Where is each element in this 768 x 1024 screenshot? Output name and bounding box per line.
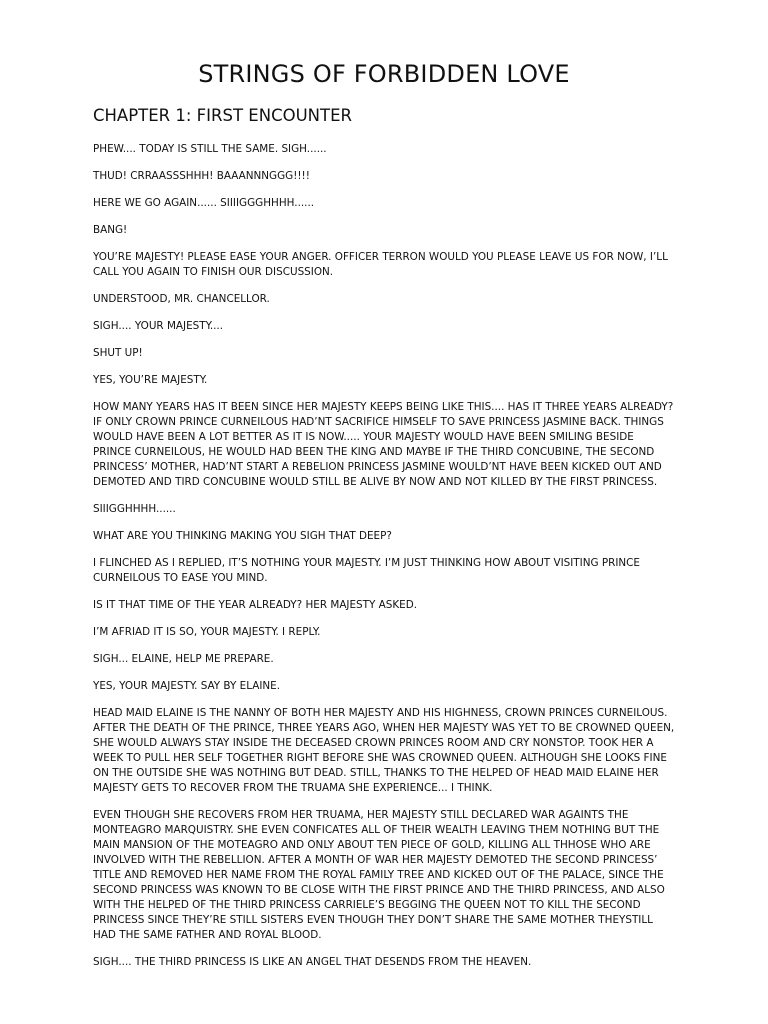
paragraph: I FLINCHED AS I REPLIED, IT’S NOTHING YOUR MAJESTY. I’M JUST THINKING HOW ABOUT VISITING PRINCE CURNEILOUS TO EASE YOU MIND. xyxy=(93,557,640,584)
paragraph: SIGH... ELAINE, HELP ME PREPARE. xyxy=(93,653,274,665)
paragraph: UNDERSTOOD, MR. CHANCELLOR. xyxy=(93,293,270,305)
paragraph: YES, YOU’RE MAJESTY. xyxy=(93,374,208,386)
paragraph: WHAT ARE YOU THINKING MAKING YOU SIGH THAT DEEP? xyxy=(93,530,392,542)
paragraph: PHEW.... TODAY IS STILL THE SAME. SIGH...... xyxy=(93,143,327,155)
paragraph: SIIIGGHHHH...... xyxy=(93,503,176,515)
paragraph: IS IT THAT TIME OF THE YEAR ALREADY? HER MAJESTY ASKED. xyxy=(93,599,418,611)
paragraph: EVEN THOUGH SHE RECOVERS FROM HER TRUAMA, HER MAJESTY STILL DECLARED WAR AGAINTS THE MONTEAGRO MARQUISTRY. SHE EVEN CONFICATES ALL OF THEIR WEALTH LEAVING THEM NOTHING BUT THE MAIN MANSION OF THE MOTEAGRO AND ONLY ABOUT TEN PIECE OF GOLD, KILLING ALL THHOSE WHO ARE INVOLVED WITH THE REBELLION. AFTER A MONTH OF WAR HER MAJESTY DEMOTED THE SECOND PRINCESS’ TITLE AND REMOVED HER NAME FROM THE ROYAL FAMILY TREE AND KICKED OUT OF THE PALACE, SINCE THE SECOND PRINCESS WAS KNOWN TO BE CLOSE WITH THE FIRST PRINCE AND THE THIRD PRINCESS, AND ALSO WITH THE HELPED OF THE THIRD PRINCESS CARRIELE’S BEGGING THE QUEEN NOT TO KILL THE SECOND PRINCESS SINCE THEY’RE STILL SISTERS EVEN THOUGH THEY DON’T SHARE THE SAME MOTHER THEYSTILL HAD THE SAME FATHER AND ROYAL BLOOD. xyxy=(93,809,665,941)
paragraph: THUD! CRRAASSSHHH! BAAANNNGGG!!!! xyxy=(93,170,310,182)
paragraph: HERE WE GO AGAIN...... SIIIIGGGHHHH...... xyxy=(93,197,315,209)
paragraph: SHUT UP! xyxy=(93,347,143,359)
paragraph: SIGH.... THE THIRD PRINCESS IS LIKE AN ANGEL THAT DESENDS FROM THE HEAVEN. xyxy=(93,956,532,968)
document-title: STRINGS OF FORBIDDEN LOVE xyxy=(198,60,570,88)
paragraph: HOW MANY YEARS HAS IT BEEN SINCE HER MAJESTY KEEPS BEING LIKE THIS.... HAS IT THREE YEARS ALREADY? IF ONLY CROWN PRINCE CURNEILOUS HAD’NT SACRIFICE HIMSELF TO SAVE PRINCESS JASMINE BACK. THINGS WOULD HAVE BEEN A LOT BETTER AS IT IS NOW..... YOUR MAJESTY WOULD HAVE BEEN SMILING BESIDE PRINCE CURNEILOUS, HE WOULD HAD BEEN THE KING AND MAYBE IF THE THIRD CONCUBINE, THE SECOND PRINCESS’ MOTHER, HAD’NT START A REBELION PRINCESS JASMINE WOULD’NT HAVE BEEN KICKED OUT AND DEMOTED AND TIRD CONCUBINE WOULD STILL BE ALIVE BY NOW AND NOT KILLED BY THE FIRST PRINCESS. xyxy=(93,401,674,488)
paragraph: YOU’RE MAJESTY! PLEASE EASE YOUR ANGER. OFFICER TERRON WOULD YOU PLEASE LEAVE US FOR NOW, I’LL CALL YOU AGAIN TO FINISH OUR DISCUSSION. xyxy=(93,251,668,278)
paragraph: YES, YOUR MAJESTY. SAY BY ELAINE. xyxy=(93,680,281,692)
paragraph: SIGH.... YOUR MAJESTY.... xyxy=(93,320,224,332)
paragraph: BANG! xyxy=(93,224,128,236)
document-body xyxy=(93,142,675,970)
chapter-title: CHAPTER 1: FIRST ENCOUNTER xyxy=(93,106,352,125)
paragraph: I’M AFRIAD IT IS SO, YOUR MAJESTY. I REPLY. xyxy=(93,626,321,638)
paragraph: HEAD MAID ELAINE IS THE NANNY OF BOTH HER MAJESTY AND HIS HIGHNESS, CROWN PRINCES CURNEILOUS. AFTER THE DEATH OF THE PRINCE, THREE YEARS AGO, WHEN HER MAJESTY WAS YET TO BE CROWNED QUEEN, SHE WOULD ALWAYS STAY INSIDE THE DECEASED CROWN PRINCES ROOM AND CRY NONSTOP. TOOK HER A WEEK TO PULL HER SELF TOGETHER RIGHT BEFORE SHE WAS CROWNED QUEEN. ALTHOUGH SHE LOOKS FINE ON THE OUTSIDE SHE WAS NOTHING BUT DEAD. STILL, THANKS TO THE HELPED OF HEAD MAID ELAINE HER MAJESTY GETS TO RECOVER FROM THE TRUAMA SHE EXPERIENCE... I THINK. xyxy=(93,707,675,794)
